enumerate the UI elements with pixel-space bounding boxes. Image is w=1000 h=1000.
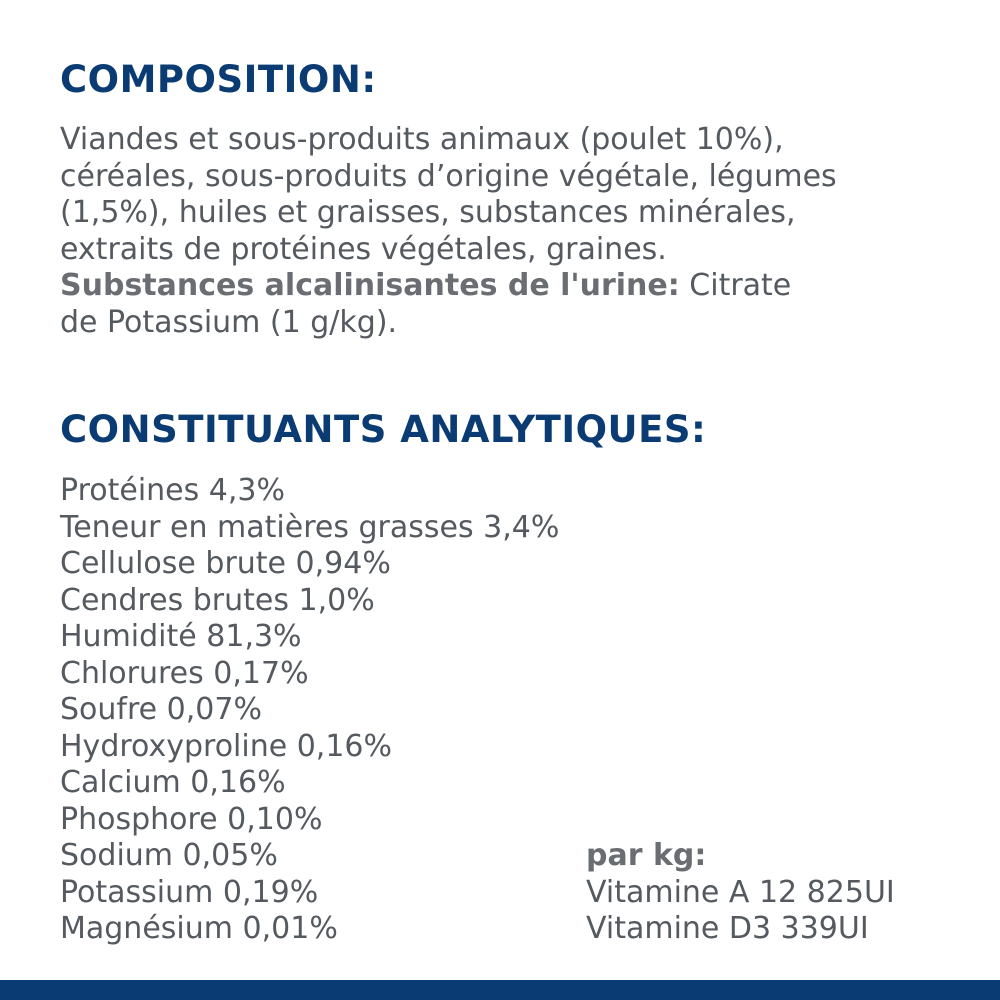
constituent-item: Sodium 0,05% — [60, 838, 278, 873]
urine-alkalizer-text: de Potassium (1 g/kg). — [60, 304, 398, 340]
urine-alkalizer-text: Citrate — [679, 268, 792, 303]
constituent-item: Teneur en matières grasses 3,4% — [60, 509, 560, 545]
constituent-item: Potassium 0,19% — [60, 874, 319, 910]
per-kg-section — [586, 838, 895, 948]
urine-alkalizer-label: Substances alcalinisantes de l'urine: — [60, 268, 680, 303]
composition-line: Viandes et sous-produits animaux (poulet 10%), — [60, 122, 784, 157]
constituent-item: Protéines 4,3% — [60, 473, 285, 508]
constituent-item: Chlorures 0,17% — [60, 655, 309, 691]
composition-line: (1,5%), huiles et graisses, substances minérales, — [60, 195, 796, 230]
composition-line: céréales, sous-produits d’origine végétale, légumes — [60, 158, 837, 194]
constituent-item: Calcium 0,16% — [60, 765, 286, 800]
constituent-item: Hydroxyproline 0,16% — [60, 728, 393, 764]
constituents-list — [60, 473, 559, 948]
vitamin-list — [586, 875, 895, 948]
constituent-item: Cellulose brute 0,94% — [60, 546, 391, 581]
constituent-item: Phosphore 0,10% — [60, 801, 323, 837]
constituent-item: Soufre 0,07% — [60, 692, 262, 727]
composition-line: extraits de protéines végétales, graines. — [60, 231, 667, 267]
constituent-item: Humidité 81,3% — [60, 619, 302, 654]
bottom-accent-bar — [0, 980, 1000, 1000]
constituent-item: Cendres brutes 1,0% — [60, 582, 375, 618]
constituents-heading: CONSTITUANTS ANALYTIQUES: — [60, 408, 707, 451]
vitamin-item: Vitamine A 12 825UI — [586, 874, 895, 910]
composition-text — [60, 122, 837, 341]
constituent-item: Magnésium 0,01% — [60, 911, 338, 946]
composition-heading: COMPOSITION: — [60, 58, 377, 101]
vitamin-item: Vitamine D3 339UI — [586, 911, 869, 946]
per-kg-label: par kg: — [586, 838, 707, 873]
